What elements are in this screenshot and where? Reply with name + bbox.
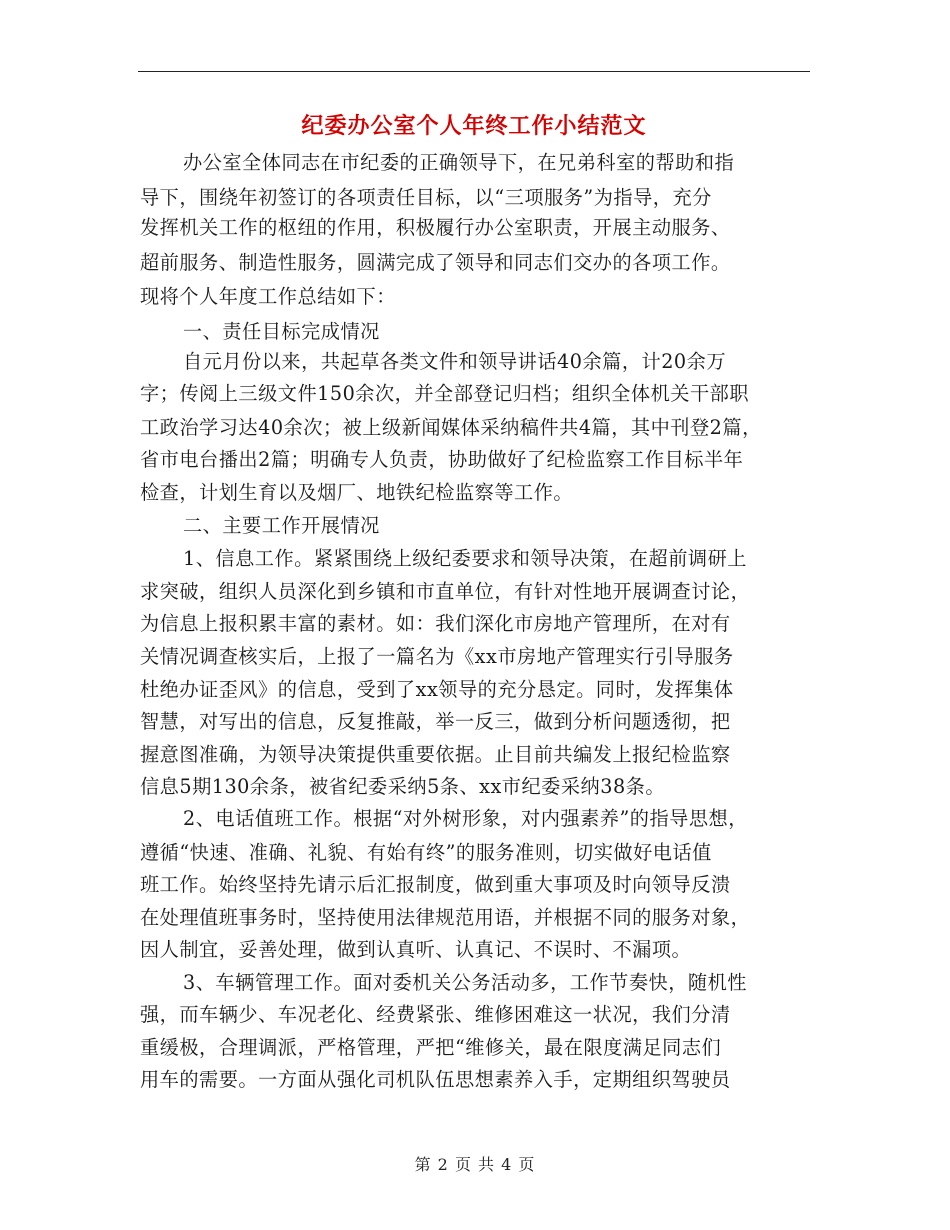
- body-line: 班工作。始终坚持先请示后汇报制度，做到重大事项及时向领导反溃: [140, 873, 731, 896]
- body-line: 自元月份以来，共起草各类文件和领导讲话40余篇，计20余万: [183, 350, 727, 373]
- body-line: 在处理值班事务时，坚持使用法律规范用语，并根据不同的服务对象，: [140, 906, 751, 929]
- body-line: 工政治学习达40余次；被上级新闻媒体采纳稿件共4篇，其中刊登2篇，: [140, 416, 762, 439]
- body-line: 字；传阅上三级文件150余次，并全部登记归档；组织全体机关干部职: [140, 382, 750, 405]
- body-line: 发挥机关工作的枢纽的作用，积极履行办公室职责，开展主动服务、: [140, 216, 731, 239]
- body-line: 关情况调查核实后，上报了一篇名为《xx市房地产管理实行引导服务: [140, 645, 734, 668]
- body-line: 重缓极，合理调派，严格管理，严把“维修关，最在限度满足同志们: [140, 1036, 722, 1059]
- page-number: 第 2 页 共 4 页: [414, 1155, 536, 1174]
- body-line: 导下，围绕年初签订的各项责任目标，以“三项服务”为指导，充分: [140, 186, 712, 209]
- body-line: 握意图准确，为领导决策提供重要依据。止目前共编发上报纪检监察: [140, 743, 731, 766]
- body-line: 超前服务、制造性服务，圆满完成了领导和同志们交办的各项工作。: [140, 251, 731, 274]
- body-line: 检查，计划生育以及烟厂、地铁纪检监察等工作。: [140, 481, 574, 504]
- body-line: 强，而车辆少、车况老化、经费紧张、维修困难这一状况，我们分清: [140, 1003, 731, 1026]
- document-title: 纪委办公室个人年终工作小结范文: [301, 114, 647, 139]
- body-line: 求突破，组织人员深化到乡镇和市直单位，有针对性地开展调查讨论，: [140, 580, 751, 603]
- section-heading: 二、主要工作开展情况: [183, 514, 380, 537]
- body-line: 杜绝办证歪风》的信息，受到了xx领导的充分恳定。同时，发挥集体: [140, 678, 734, 701]
- body-line: 用车的需要。一方面从强化司机队伍思想素养入手，定期组织驾驶员: [140, 1068, 731, 1091]
- header-rule: [138, 71, 810, 72]
- body-line: 智慧，对写出的信息，反复推敲，举一反三，做到分析问题透彻，把: [140, 710, 731, 733]
- body-line: 办公室全体同志在市纪委的正确领导下，在兄弟科室的帮助和指: [183, 151, 735, 174]
- body-line: 现将个人年度工作总结如下：: [140, 285, 396, 308]
- body-line: 因人制宜，妥善处理，做到认真听、认真记、不误时、不漏项。: [140, 938, 692, 961]
- body-line: 3、车辆管理工作。面对委机关公务活动多，工作节奏快，随机性: [183, 971, 747, 994]
- body-line: 遵循“快速、准确、礼貌、有始有终”的服务准则，切实做好电话值: [140, 841, 712, 864]
- body-line: 信息5期130余条，被省纪委采纳5条、xx市纪委采纳38条。: [140, 775, 666, 798]
- body-line: 2、电话值班工作。根据“对外树形象，对内强素养”的指导思想，: [183, 807, 748, 830]
- body-line: 为信息上报积累丰富的素材。如：我们深化市房地产管理所，在对有: [140, 612, 731, 635]
- body-line: 省市电台播出2篇；明确专人负责，协助做好了纪检监察工作目标半年: [140, 448, 744, 471]
- body-line: 1、信息工作。紧紧围绕上级纪委要求和领导决策，在超前调研上: [183, 547, 747, 570]
- section-heading: 一、责任目标完成情况: [183, 320, 380, 343]
